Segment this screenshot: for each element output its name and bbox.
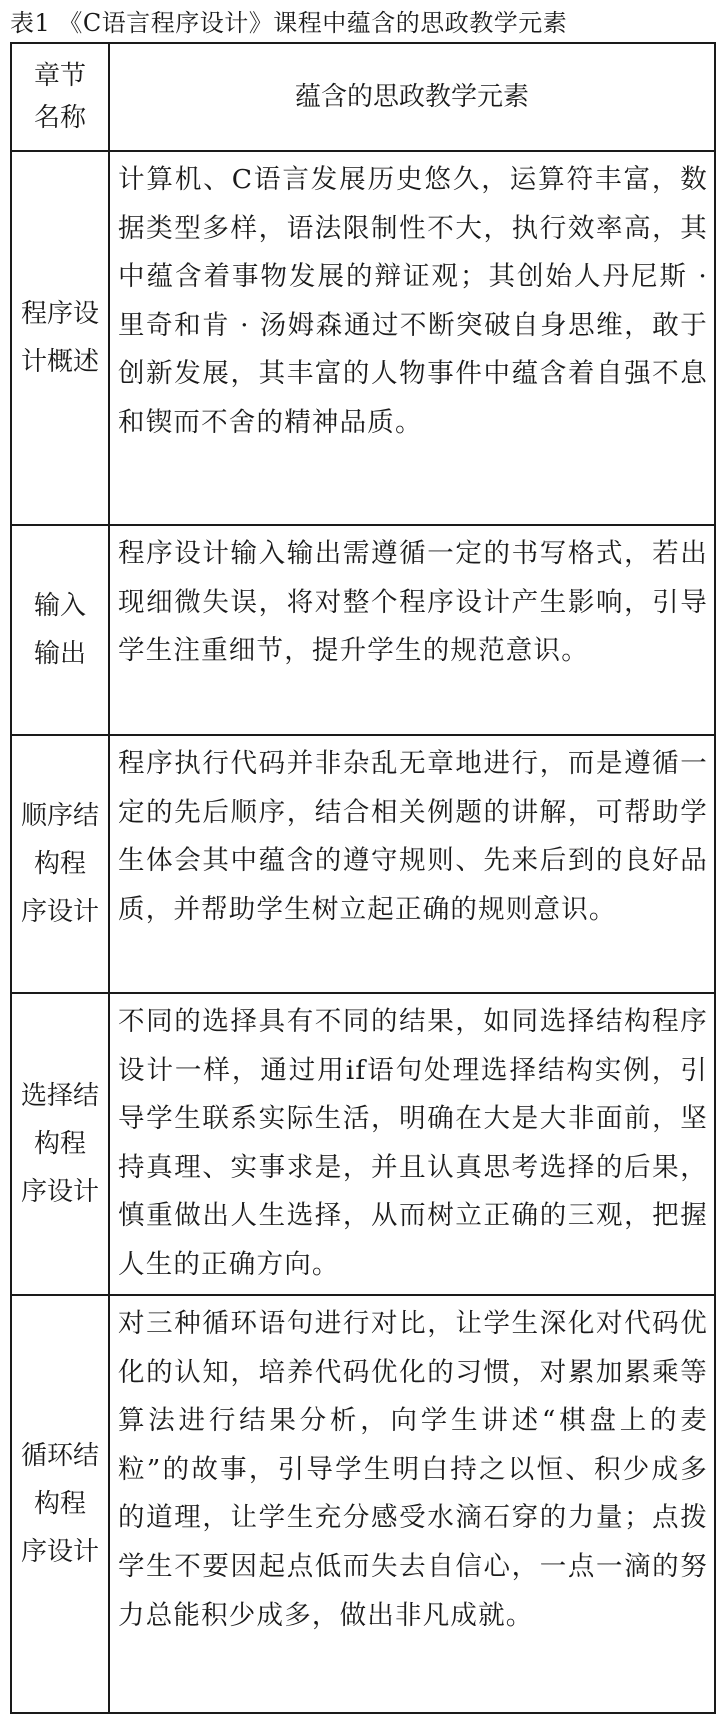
- chapter-line: 计概述: [20, 347, 99, 377]
- chapter-line: 构程: [33, 1129, 86, 1159]
- chapter-line: 程序设: [20, 299, 99, 329]
- chapter-line: 序设计: [20, 1537, 99, 1567]
- header-chapter-name: [11, 43, 109, 151]
- chapter-line: 序设计: [20, 1177, 99, 1207]
- chapter-cell: [11, 735, 109, 993]
- table-row: [11, 1295, 715, 1713]
- chapter-cell: [11, 993, 109, 1295]
- elements-text: 程序设计输入输出需遵循一定的书写格式，若出现细微失误，将对整个程序设计产生影响，引导学生注重细节，提升学生的规范意识。: [109, 525, 715, 735]
- table-row: [11, 151, 715, 525]
- header-chapter-line: 名称: [33, 103, 86, 133]
- table-row: [11, 525, 715, 735]
- chapter-line: 顺序结: [20, 801, 99, 831]
- chapter-cell: [11, 151, 109, 525]
- elements-text: 对三种循环语句进行对比，让学生深化对代码优化的认知，培养代码优化的习惯，对累加累乘等算法进行结果分析，向学生讲述“棋盘上的麦粒”的故事，引导学生明白持之以恒、积少成多的道理，让学生充分感受水滴石穿的力量；点拨学生不要因起点低而失去自信心，一点一滴的努力总能积少成多，做出非凡成就。: [109, 1295, 715, 1713]
- elements-text: 程序执行代码并非杂乱无章地进行，而是遵循一定的先后顺序，结合相关例题的讲解，可帮助学生体会其中蕴含的遵守规则、先来后到的良好品质，并帮助学生树立起正确的规则意识。: [109, 735, 715, 993]
- header-elements: 蕴含的思政教学元素: [109, 43, 715, 151]
- chapter-line: 循环结: [20, 1441, 99, 1471]
- header-chapter-line: 章节: [33, 61, 86, 91]
- ideological-elements-table: [10, 42, 716, 1714]
- table-row: [11, 735, 715, 993]
- elements-text: 计算机、C语言发展历史悠久，运算符丰富，数据类型多样，语法限制性不大，执行效率高，其中蕴含着事物发展的辩证观；其创始人丹尼斯 · 里奇和肯 · 汤姆森通过不断突破自身思维，敢于创新发展，其丰富的人物事件中蕴含着自强不息和锲而不舍的精神品质。: [109, 151, 715, 525]
- chapter-line: 输入: [33, 591, 86, 621]
- elements-text: 不同的选择具有不同的结果，如同选择结构程序设计一样，通过用if语句处理选择结构实例，引导学生联系实际生活，明确在大是大非面前，坚持真理、实事求是，并且认真思考选择的后果，慎重做出人生选择，从而树立正确的三观，把握人生的正确方向。: [109, 993, 715, 1295]
- chapter-line: 输出: [33, 639, 86, 669]
- table-row: [11, 993, 715, 1295]
- table-caption: 表1 《C语言程序设计》课程中蕴含的思政教学元素: [10, 9, 568, 37]
- chapter-line: 序设计: [20, 897, 99, 927]
- chapter-line: 构程: [33, 849, 86, 879]
- chapter-line: 构程: [33, 1489, 86, 1519]
- chapter-cell: [11, 525, 109, 735]
- chapter-line: 选择结: [20, 1081, 99, 1111]
- table-header-row: [11, 43, 715, 151]
- chapter-cell: [11, 1295, 109, 1713]
